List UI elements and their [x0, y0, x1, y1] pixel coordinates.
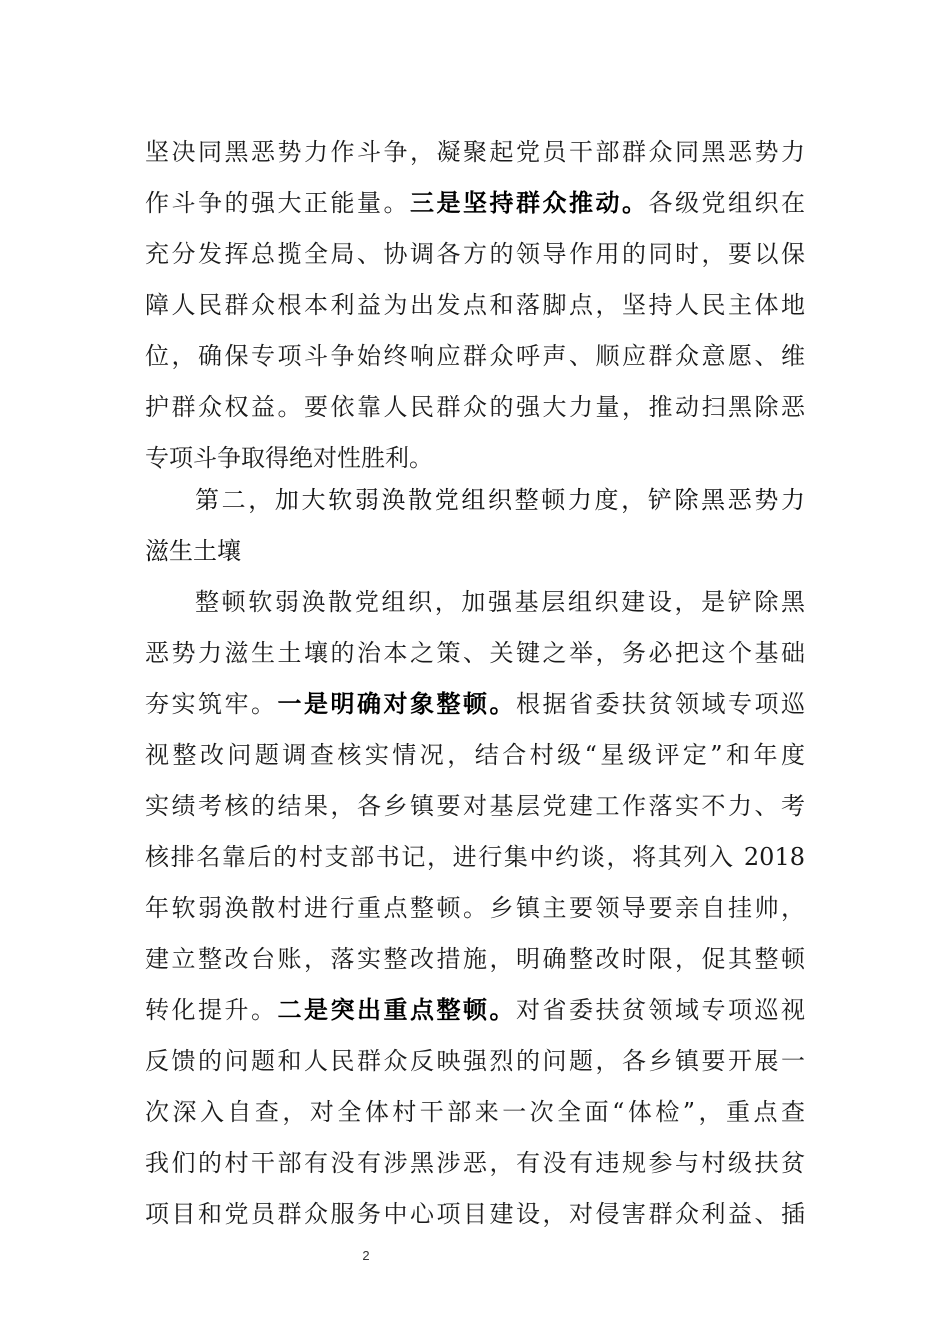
- page-number: 2: [362, 1248, 370, 1263]
- paragraph-line: 年软弱涣散村进行重点整顿。乡镇主要领导要亲自挂帅，: [145, 894, 805, 922]
- paragraph-line: 坚决同黑恶势力作斗争，凝聚起党员干部群众同黑恶势力: [145, 138, 805, 166]
- text-run: 各级党组织在: [648, 189, 805, 217]
- paragraph-line: [145, 183, 805, 223]
- paragraph-line: 充分发挥总揽全局、协调各方的领导作用的同时，要以保: [145, 240, 805, 268]
- heading-line: 第二，加大软弱涣散党组织整顿力度，铲除黑恶势力: [195, 486, 805, 514]
- paragraph-line: 建立整改台账，落实整改措施，明确整改时限，促其整顿: [145, 945, 805, 973]
- text-run: 根据省委扶贫领域专项巡: [516, 690, 805, 718]
- paragraph-line: 视整改问题调查核实情况，结合村级“星级评定”和年度: [145, 741, 805, 769]
- key-point-bold: 二是突出重点整顿。: [277, 995, 516, 1024]
- paragraph-line: 次深入自查，对全体村干部来一次全面“体检”，重点查: [145, 1098, 805, 1126]
- text-run: 转化提升。: [145, 996, 278, 1024]
- paragraph-line: 障人民群众根本利益为出发点和落脚点，坚持人民主体地: [145, 291, 805, 319]
- paragraph-line: 位，确保专项斗争始终响应群众呼声、顺应群众意愿、维: [145, 342, 805, 370]
- paragraph-line: 整顿软弱涣散党组织，加强基层组织建设，是铲除黑: [195, 588, 805, 616]
- key-point-bold: 一是明确对象整顿。: [277, 689, 516, 718]
- text-run: 作斗争的强大正能量。: [145, 189, 410, 217]
- key-point-bold: 三是坚持群众推动。: [410, 188, 649, 217]
- paragraph-line: 反馈的问题和人民群众反映强烈的问题，各乡镇要开展一: [145, 1047, 805, 1075]
- paragraph-line: 实绩考核的结果，各乡镇要对基层党建工作落实不力、考: [145, 792, 805, 820]
- paragraph-line: 核排名靠后的村支部书记，进行集中约谈，将其列入 2018: [145, 843, 805, 871]
- paragraph-line: 专项斗争取得绝对性胜利。: [145, 444, 433, 472]
- paragraph-line: [145, 990, 805, 1030]
- paragraph-line: 恶势力滋生土壤的治本之策、关键之举，务必把这个基础: [145, 639, 805, 667]
- text-run: 夯实筑牢。: [145, 690, 278, 718]
- text-run: 对省委扶贫领域专项巡视: [516, 996, 805, 1024]
- paragraph-line: [145, 684, 805, 724]
- paragraph-line: 护群众权益。要依靠人民群众的强大力量，推动扫黑除恶: [145, 393, 805, 421]
- heading-line: 滋生土壤: [145, 537, 241, 565]
- paragraph-line: 我们的村干部有没有涉黑涉恶，有没有违规参与村级扶贫: [145, 1149, 805, 1177]
- paragraph-line: 项目和党员群众服务中心项目建设，对侵害群众利益、插: [145, 1200, 805, 1228]
